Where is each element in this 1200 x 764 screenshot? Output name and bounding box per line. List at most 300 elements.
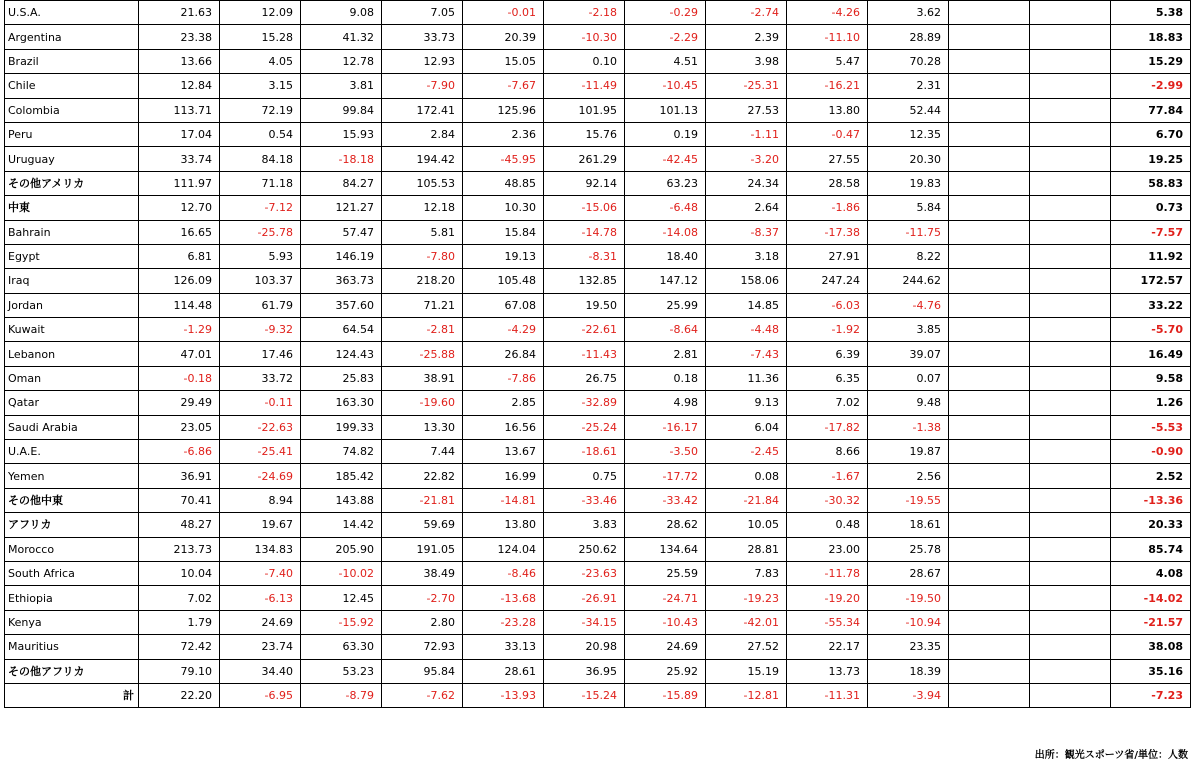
value-cell [1030,318,1111,342]
value-cell [949,269,1030,293]
value-cell: -18.61 [544,440,625,464]
value-cell: 25.99 [625,293,706,317]
value-cell: -10.02 [301,561,382,585]
value-cell [1030,488,1111,512]
value-cell: 3.98 [706,49,787,73]
row-label: Kuwait [5,318,139,342]
value-cell: 10.30 [463,196,544,220]
value-cell: 12.78 [301,49,382,73]
value-cell: 143.88 [301,488,382,512]
value-cell: 18.40 [625,244,706,268]
value-cell: 103.37 [220,269,301,293]
value-cell: -1.38 [868,415,949,439]
table-row [5,586,1191,610]
value-cell [949,683,1030,707]
value-cell [1030,220,1111,244]
value-cell: 101.13 [625,98,706,122]
value-cell: 9.08 [301,1,382,25]
value-cell: 19.13 [463,244,544,268]
value-cell: 0.48 [787,513,868,537]
value-cell: 19.67 [220,513,301,537]
table-row [5,196,1191,220]
value-cell [949,318,1030,342]
value-cell: 2.52 [1111,464,1191,488]
value-cell: 15.19 [706,659,787,683]
value-cell: -45.95 [463,147,544,171]
value-cell: 0.18 [625,366,706,390]
value-cell [949,440,1030,464]
value-cell: -3.94 [868,683,949,707]
value-cell [949,391,1030,415]
value-cell [949,25,1030,49]
value-cell: 13.66 [139,49,220,73]
value-cell: 14.42 [301,513,382,537]
value-cell: 28.62 [625,513,706,537]
table-row [5,464,1191,488]
value-cell [949,196,1030,220]
value-cell: 72.93 [382,635,463,659]
value-cell: -2.45 [706,440,787,464]
value-cell: 72.19 [220,98,301,122]
value-cell [1030,683,1111,707]
row-label: アフリカ [5,513,139,537]
value-cell [1030,464,1111,488]
value-cell [949,537,1030,561]
value-cell: 23.35 [868,635,949,659]
value-cell: -3.50 [625,440,706,464]
value-cell: 4.08 [1111,561,1191,585]
value-cell [949,586,1030,610]
value-cell [1030,610,1111,634]
table-row [5,537,1191,561]
value-cell: -0.90 [1111,440,1191,464]
value-cell [1030,513,1111,537]
value-cell: 3.15 [220,74,301,98]
value-cell: -25.88 [382,342,463,366]
value-cell: 250.62 [544,537,625,561]
value-cell: 33.72 [220,366,301,390]
value-cell: 52.44 [868,98,949,122]
value-cell: 2.85 [463,391,544,415]
value-cell: 2.64 [706,196,787,220]
value-cell: -4.76 [868,293,949,317]
value-cell: -7.12 [220,196,301,220]
table-row [5,25,1191,49]
value-cell: 33.73 [382,25,463,49]
value-cell: -15.92 [301,610,382,634]
value-cell: 28.58 [787,171,868,195]
value-cell: 22.17 [787,635,868,659]
table-row [5,366,1191,390]
value-cell: -11.49 [544,74,625,98]
value-cell: -55.34 [787,610,868,634]
value-cell: 19.50 [544,293,625,317]
value-cell: 84.27 [301,171,382,195]
value-cell [949,488,1030,512]
value-cell: 20.30 [868,147,949,171]
value-cell [1030,269,1111,293]
value-cell: -5.53 [1111,415,1191,439]
table-row [5,49,1191,73]
value-cell: 2.84 [382,122,463,146]
value-cell: 19.25 [1111,147,1191,171]
value-cell: 12.35 [868,122,949,146]
row-label: Iraq [5,269,139,293]
value-cell: 33.13 [463,635,544,659]
value-cell: 134.83 [220,537,301,561]
value-cell: -11.10 [787,25,868,49]
value-cell: -14.78 [544,220,625,244]
value-cell [1030,659,1111,683]
value-cell [1030,635,1111,659]
value-cell: 132.85 [544,269,625,293]
value-cell: -8.79 [301,683,382,707]
value-cell: 16.65 [139,220,220,244]
value-cell: 15.93 [301,122,382,146]
value-cell [949,610,1030,634]
value-cell: -7.67 [463,74,544,98]
value-cell: 23.38 [139,25,220,49]
value-cell: 57.47 [301,220,382,244]
table-row [5,171,1191,195]
value-cell: 172.57 [1111,269,1191,293]
value-cell: 7.05 [382,1,463,25]
value-cell: 71.21 [382,293,463,317]
value-cell: 47.01 [139,342,220,366]
value-cell: 1.26 [1111,391,1191,415]
value-cell: 13.67 [463,440,544,464]
value-cell: 71.18 [220,171,301,195]
value-cell [1030,586,1111,610]
table-row [5,561,1191,585]
value-cell: -11.75 [868,220,949,244]
value-cell: -6.03 [787,293,868,317]
value-cell: 17.46 [220,342,301,366]
table-row [5,488,1191,512]
table-row [5,610,1191,634]
value-cell: 15.05 [463,49,544,73]
value-cell: 3.85 [868,318,949,342]
value-cell [949,366,1030,390]
value-cell: -0.18 [139,366,220,390]
value-cell: 12.70 [139,196,220,220]
value-cell: 27.52 [706,635,787,659]
value-cell: 2.80 [382,610,463,634]
value-cell: 12.45 [301,586,382,610]
value-cell: -1.92 [787,318,868,342]
value-cell: 0.54 [220,122,301,146]
value-cell: -8.37 [706,220,787,244]
value-cell [1030,561,1111,585]
value-cell: 39.07 [868,342,949,366]
value-cell: 70.28 [868,49,949,73]
value-cell: 11.36 [706,366,787,390]
value-cell: -0.29 [625,1,706,25]
value-cell: 0.10 [544,49,625,73]
value-cell: 105.53 [382,171,463,195]
value-cell: 5.38 [1111,1,1191,25]
value-cell: 5.84 [868,196,949,220]
value-cell: -33.46 [544,488,625,512]
value-cell [1030,293,1111,317]
value-cell: -1.86 [787,196,868,220]
value-cell: -15.89 [625,683,706,707]
value-cell: 185.42 [301,464,382,488]
value-cell: -10.30 [544,25,625,49]
value-cell: 247.24 [787,269,868,293]
value-cell: 18.61 [868,513,949,537]
value-cell: 6.70 [1111,122,1191,146]
value-cell [1030,25,1111,49]
row-label: その他中東 [5,488,139,512]
value-cell: 172.41 [382,98,463,122]
value-cell: -6.48 [625,196,706,220]
value-cell: -10.43 [625,610,706,634]
value-cell: 36.95 [544,659,625,683]
value-cell [1030,244,1111,268]
value-cell: -7.57 [1111,220,1191,244]
value-cell: 19.87 [868,440,949,464]
table-row [5,147,1191,171]
value-cell: 24.69 [220,610,301,634]
value-cell: 363.73 [301,269,382,293]
value-cell: -6.13 [220,586,301,610]
value-cell: 3.81 [301,74,382,98]
value-cell: -0.11 [220,391,301,415]
value-cell: 16.56 [463,415,544,439]
value-cell: -21.81 [382,488,463,512]
value-cell: 19.83 [868,171,949,195]
value-cell [949,342,1030,366]
value-cell: 15.29 [1111,49,1191,73]
value-cell: 85.74 [1111,537,1191,561]
value-cell [949,415,1030,439]
value-cell: -13.93 [463,683,544,707]
value-cell: -11.31 [787,683,868,707]
value-cell: -14.81 [463,488,544,512]
table-row [5,513,1191,537]
table-row [5,391,1191,415]
value-cell: 18.39 [868,659,949,683]
row-label: Oman [5,366,139,390]
table-row [5,269,1191,293]
value-cell: -26.91 [544,586,625,610]
value-cell: 63.23 [625,171,706,195]
value-cell: 124.04 [463,537,544,561]
value-cell: -8.64 [625,318,706,342]
value-cell: 92.14 [544,171,625,195]
value-cell: 28.89 [868,25,949,49]
row-label: Morocco [5,537,139,561]
value-cell: 84.18 [220,147,301,171]
total-label: 計 [5,683,139,707]
value-cell: 25.83 [301,366,382,390]
value-cell: 7.02 [139,586,220,610]
table-row [5,74,1191,98]
value-cell: -7.62 [382,683,463,707]
value-cell: -12.81 [706,683,787,707]
value-cell: 5.81 [382,220,463,244]
value-cell: -7.43 [706,342,787,366]
value-cell: 114.48 [139,293,220,317]
value-cell: 101.95 [544,98,625,122]
value-cell: 13.80 [787,98,868,122]
value-cell: 13.30 [382,415,463,439]
value-cell [949,74,1030,98]
table-row [5,659,1191,683]
value-cell: 64.54 [301,318,382,342]
value-cell: -17.38 [787,220,868,244]
value-cell: 21.63 [139,1,220,25]
row-label: その他アメリカ [5,171,139,195]
value-cell: 2.56 [868,464,949,488]
row-label: その他アフリカ [5,659,139,683]
value-cell: 2.39 [706,25,787,49]
value-cell: -24.71 [625,586,706,610]
value-cell: 79.10 [139,659,220,683]
value-cell: 58.83 [1111,171,1191,195]
value-cell: 36.91 [139,464,220,488]
value-cell: 27.55 [787,147,868,171]
value-cell: 3.83 [544,513,625,537]
row-label: Bahrain [5,220,139,244]
value-cell: 48.85 [463,171,544,195]
value-cell: -9.32 [220,318,301,342]
value-cell: -0.01 [463,1,544,25]
value-cell: 4.51 [625,49,706,73]
value-cell: 18.83 [1111,25,1191,49]
value-cell: 17.04 [139,122,220,146]
value-cell [949,659,1030,683]
value-cell: -8.46 [463,561,544,585]
total-row [5,683,1191,707]
row-label: 中東 [5,196,139,220]
value-cell: -7.80 [382,244,463,268]
value-cell: -16.17 [625,415,706,439]
value-cell: -34.15 [544,610,625,634]
value-cell: 8.22 [868,244,949,268]
value-cell: 357.60 [301,293,382,317]
value-cell: 191.05 [382,537,463,561]
value-cell: 24.34 [706,171,787,195]
value-cell [1030,366,1111,390]
value-cell: 158.06 [706,269,787,293]
row-label: U.S.A. [5,1,139,25]
row-label: Colombia [5,98,139,122]
source-note: 出所：観光スポーツ省/単位：人数 [1034,750,1188,761]
value-cell [949,220,1030,244]
value-cell: -19.50 [868,586,949,610]
table-row [5,318,1191,342]
value-cell [949,244,1030,268]
table-row [5,244,1191,268]
value-cell: -19.20 [787,586,868,610]
value-cell: 2.31 [868,74,949,98]
value-cell [949,147,1030,171]
value-cell: 25.78 [868,537,949,561]
value-cell: -14.08 [625,220,706,244]
value-cell: 194.42 [382,147,463,171]
value-cell: 20.98 [544,635,625,659]
value-cell: 213.73 [139,537,220,561]
value-cell: -25.41 [220,440,301,464]
value-cell: -42.45 [625,147,706,171]
value-cell: 12.09 [220,1,301,25]
value-cell: -17.82 [787,415,868,439]
value-cell: -6.86 [139,440,220,464]
value-cell: 35.16 [1111,659,1191,683]
table-row [5,122,1191,146]
value-cell: 9.48 [868,391,949,415]
value-cell [949,1,1030,25]
value-cell [1030,147,1111,171]
value-cell: -23.63 [544,561,625,585]
value-cell: 74.82 [301,440,382,464]
value-cell: 25.92 [625,659,706,683]
value-cell: -7.23 [1111,683,1191,707]
value-cell: 6.81 [139,244,220,268]
value-cell: 95.84 [382,659,463,683]
value-cell: -21.84 [706,488,787,512]
row-label: Argentina [5,25,139,49]
row-label: Mauritius [5,635,139,659]
row-label: Yemen [5,464,139,488]
value-cell: -25.24 [544,415,625,439]
value-cell: -14.02 [1111,586,1191,610]
value-cell: 261.29 [544,147,625,171]
value-cell: -4.29 [463,318,544,342]
value-cell: -11.43 [544,342,625,366]
value-cell [949,561,1030,585]
value-cell: -19.55 [868,488,949,512]
value-cell: -2.99 [1111,74,1191,98]
value-cell: -1.11 [706,122,787,146]
value-cell: 15.84 [463,220,544,244]
value-cell: 7.83 [706,561,787,585]
value-cell: -19.60 [382,391,463,415]
value-cell: 3.18 [706,244,787,268]
value-cell: 11.92 [1111,244,1191,268]
value-cell: 126.09 [139,269,220,293]
value-cell: -22.63 [220,415,301,439]
value-cell: -10.45 [625,74,706,98]
value-cell: 3.62 [868,1,949,25]
value-cell: 134.64 [625,537,706,561]
value-cell: -17.72 [625,464,706,488]
value-cell: 13.80 [463,513,544,537]
value-cell: 0.75 [544,464,625,488]
value-cell: 20.39 [463,25,544,49]
value-cell [949,293,1030,317]
row-label: Jordan [5,293,139,317]
value-cell: 5.93 [220,244,301,268]
value-cell: -33.42 [625,488,706,512]
value-cell: -2.18 [544,1,625,25]
row-label: Egypt [5,244,139,268]
value-cell: 99.84 [301,98,382,122]
value-cell: 12.93 [382,49,463,73]
value-cell: 38.91 [382,366,463,390]
value-cell: 5.47 [787,49,868,73]
row-label: Kenya [5,610,139,634]
value-cell: 4.05 [220,49,301,73]
value-cell: 34.40 [220,659,301,683]
value-cell: -25.78 [220,220,301,244]
row-label: Ethiopia [5,586,139,610]
table-row [5,440,1191,464]
table-row [5,635,1191,659]
value-cell: 8.94 [220,488,301,512]
